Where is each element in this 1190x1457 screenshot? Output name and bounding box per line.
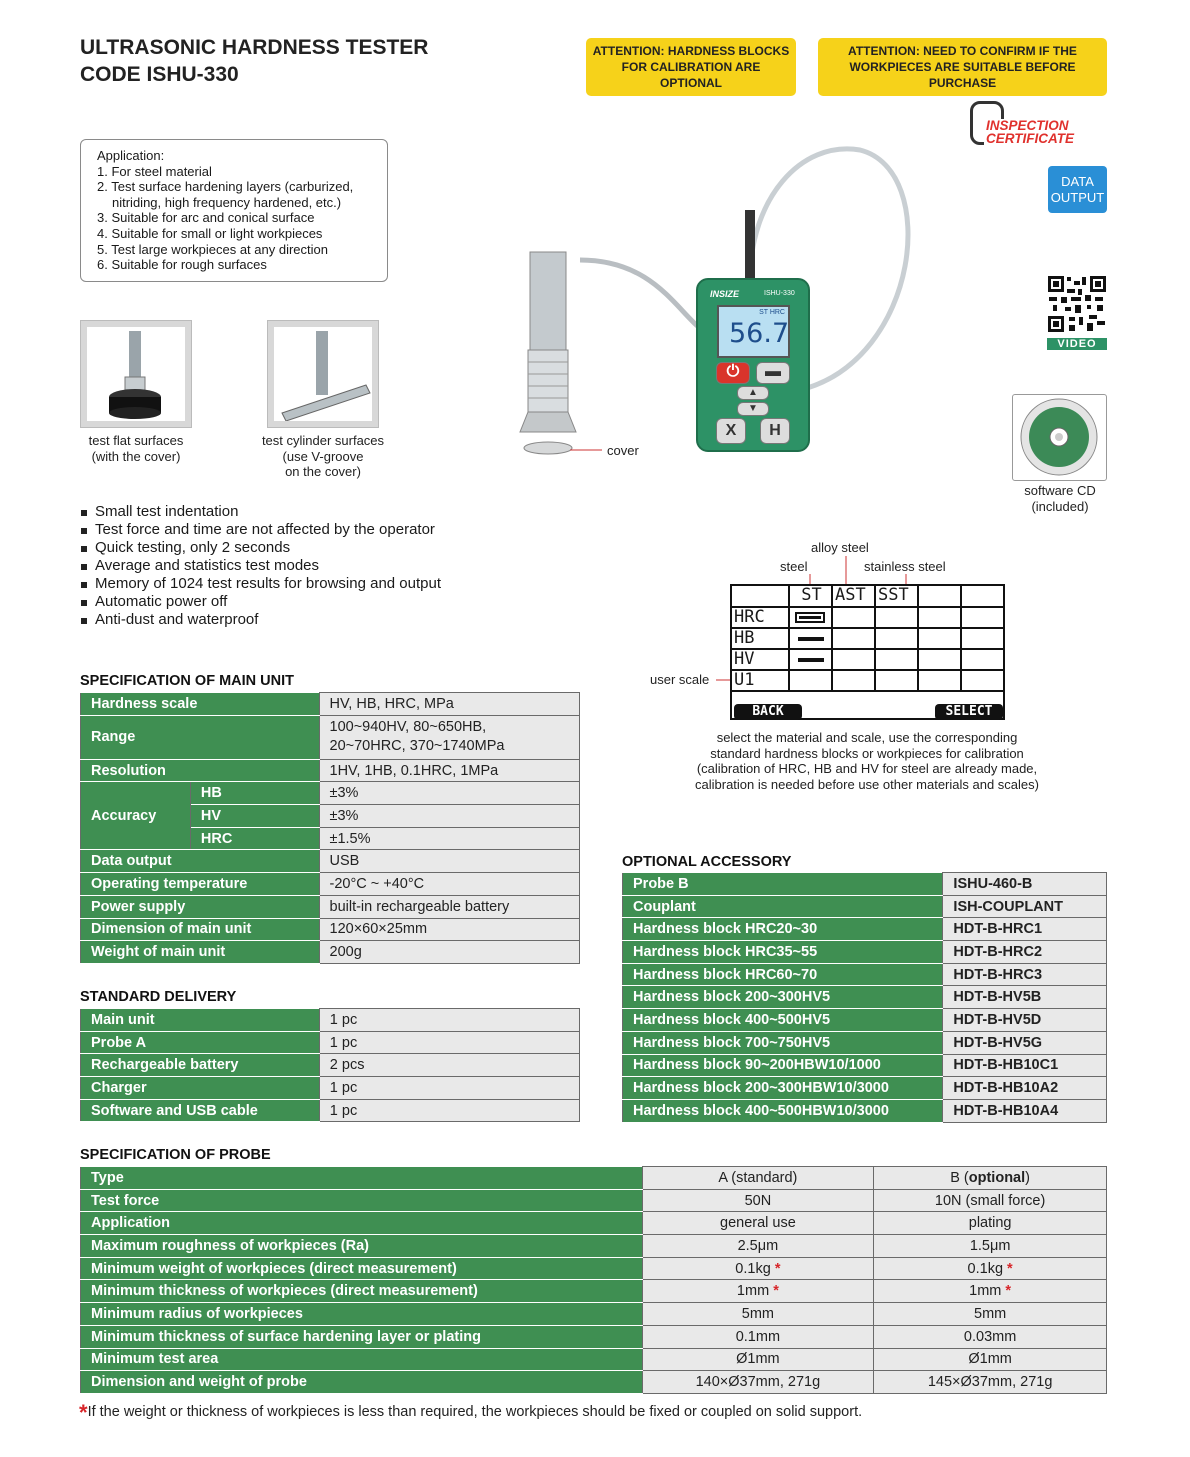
accessory-code: ISHU-460-B bbox=[943, 873, 1107, 896]
table-row bbox=[81, 895, 580, 918]
spec-label: Operating temperature bbox=[81, 873, 320, 896]
table-row bbox=[623, 963, 1107, 986]
spec-value bbox=[319, 715, 580, 759]
footnote-text: If the weight or thickness of workpieces is less than required, the workpieces should be fixed or coupled on solid support. bbox=[87, 1404, 863, 1420]
delivery-value: 2 pcs bbox=[319, 1054, 579, 1077]
probe-value-a: Ø1mm bbox=[642, 1348, 874, 1371]
delivery-label: Rechargeable battery bbox=[81, 1054, 320, 1077]
stainless-steel-label: stainless steel bbox=[864, 559, 946, 574]
device-mode: ST HRC bbox=[759, 309, 785, 316]
accessory-label: Hardness block 400~500HBW10/3000 bbox=[623, 1099, 943, 1122]
device-model: ISHU-330 bbox=[764, 290, 795, 297]
spec-label: Range bbox=[81, 715, 320, 759]
hold-button[interactable]: H bbox=[760, 418, 790, 444]
badge-text: INSPECTION bbox=[986, 118, 1069, 133]
table-row bbox=[81, 1348, 1107, 1371]
spec-main-title: SPECIFICATION OF MAIN UNIT bbox=[80, 673, 295, 689]
accessory-code: HDT-B-HV5D bbox=[943, 1009, 1107, 1032]
spec-value: ±3% bbox=[319, 805, 580, 828]
menu-button[interactable]: ▬ bbox=[756, 362, 790, 384]
probe-value-b bbox=[874, 1280, 1107, 1303]
probe-value-a: 5mm bbox=[642, 1303, 874, 1326]
table-row bbox=[81, 715, 580, 759]
range-line: 20~70HRC, 370~1740MPa bbox=[329, 738, 505, 755]
value-text: 0.1kg bbox=[967, 1260, 1004, 1277]
lcd-header-sst: SST bbox=[876, 586, 919, 608]
probe-value-b bbox=[874, 1167, 1107, 1190]
table-row bbox=[81, 759, 580, 782]
caption-text: (with the cover) bbox=[91, 448, 181, 464]
table-row bbox=[623, 1099, 1107, 1122]
application-item: nitriding, high frequency hardened, etc.) bbox=[112, 194, 342, 210]
optional-accessory-title: OPTIONAL ACCESSORY bbox=[622, 854, 792, 870]
table-row bbox=[81, 1257, 1107, 1280]
cancel-button[interactable]: X bbox=[716, 418, 746, 444]
accessory-code: ISH-COUPLANT bbox=[943, 895, 1107, 918]
cd-icon bbox=[1013, 395, 1106, 480]
spec-label: Hardness scale bbox=[81, 693, 320, 716]
type-b-optional: optional bbox=[968, 1169, 1026, 1186]
delivery-label: Software and USB cable bbox=[81, 1099, 320, 1122]
standard-delivery-table bbox=[80, 1008, 580, 1122]
footnote-star-icon: * bbox=[774, 1260, 781, 1277]
feature-item: Quick testing, only 2 seconds bbox=[80, 539, 441, 557]
type-b-suffix: ) bbox=[1025, 1169, 1030, 1186]
spec-value: USB bbox=[319, 850, 580, 873]
probe-label: Application bbox=[81, 1212, 643, 1235]
caption-text: test flat surfaces bbox=[88, 433, 184, 448]
table-row bbox=[623, 986, 1107, 1009]
attention-text: ATTENTION: NEED TO CONFIRM IF THE bbox=[848, 44, 1077, 58]
device-reading: 56.7 bbox=[729, 318, 790, 349]
probe-value-b: 145×Ø37mm, 271g bbox=[874, 1371, 1107, 1394]
accessory-code: HDT-B-HRC2 bbox=[943, 941, 1107, 964]
lcd-row-hrc: HRC bbox=[732, 608, 790, 629]
lcd-row-u1: U1 bbox=[732, 671, 790, 692]
attention-calibration-badge bbox=[586, 38, 796, 96]
spec-label: Dimension of main unit bbox=[81, 918, 320, 941]
spec-probe-title: SPECIFICATION OF PROBE bbox=[80, 1147, 271, 1163]
device-screen bbox=[717, 305, 790, 358]
accessory-label: Hardness block 400~500HV5 bbox=[623, 1009, 943, 1032]
title-line-2: CODE ISHU-330 bbox=[80, 63, 239, 86]
footnote-star-icon: * bbox=[1007, 1260, 1013, 1277]
probe-label: Minimum weight of workpieces (direct measurement) bbox=[81, 1257, 643, 1280]
spec-main-table bbox=[80, 692, 580, 964]
table-row bbox=[81, 873, 580, 896]
probe-value-a: 0.1mm bbox=[642, 1325, 874, 1348]
cylinder-surface-caption bbox=[247, 433, 399, 480]
footnote-star-icon: * bbox=[1005, 1283, 1012, 1300]
application-item: 6. Suitable for rough surfaces bbox=[97, 257, 267, 273]
table-row bbox=[81, 1167, 1107, 1190]
delivery-value: 1 pc bbox=[319, 1077, 579, 1100]
probe-label: Test force bbox=[81, 1189, 643, 1212]
accessory-label: Hardness block 200~300HBW10/3000 bbox=[623, 1077, 943, 1100]
probe-flat-icon bbox=[87, 327, 185, 421]
probe-label: Dimension and weight of probe bbox=[81, 1371, 643, 1394]
cover-label: cover bbox=[607, 443, 639, 458]
spec-label: Weight of main unit bbox=[81, 941, 320, 964]
calibration-lcd-screen bbox=[730, 584, 1005, 720]
spec-value: 1HV, 1HB, 0.1HRC, 1MPa bbox=[319, 759, 580, 782]
table-row bbox=[623, 918, 1107, 941]
delivery-value: 1 pc bbox=[319, 1031, 579, 1054]
feature-item: Average and statistics test modes bbox=[80, 557, 441, 575]
table-row bbox=[81, 693, 580, 716]
application-item: 4. Suitable for small or light workpieces bbox=[97, 225, 323, 241]
calibration-note bbox=[672, 730, 1062, 793]
video-qr-badge[interactable] bbox=[1047, 275, 1107, 350]
accessory-label: Hardness block HRC35~55 bbox=[623, 941, 943, 964]
spec-sublabel: HRC bbox=[190, 827, 319, 850]
accessory-code: HDT-B-HRC3 bbox=[943, 963, 1107, 986]
range-line: 100~940HV, 80~650HB, bbox=[329, 719, 487, 736]
flat-surface-photo bbox=[80, 320, 192, 428]
table-row bbox=[81, 1280, 1107, 1303]
probe-value-a bbox=[642, 1280, 874, 1303]
spec-label: Accuracy bbox=[81, 782, 191, 850]
attention-text: ATTENTION: HARDNESS BLOCKS bbox=[592, 44, 790, 58]
feature-item: Anti-dust and waterproof bbox=[80, 611, 441, 629]
note-line: standard hardness blocks or workpieces for calibration bbox=[710, 745, 1024, 761]
probe-label: Minimum thickness of workpieces (direct measurement) bbox=[81, 1280, 643, 1303]
probe-value-b: 1.5μm bbox=[874, 1235, 1107, 1258]
spec-value: built-in rechargeable battery bbox=[319, 895, 580, 918]
table-row bbox=[623, 941, 1107, 964]
probe-label: Minimum thickness of surface hardening layer or plating bbox=[81, 1325, 643, 1348]
application-box bbox=[80, 139, 388, 282]
alloy-steel-label: alloy steel bbox=[811, 540, 869, 555]
table-row bbox=[623, 1054, 1107, 1077]
cylinder-surface-photo bbox=[267, 320, 379, 428]
value-text: 1mm bbox=[969, 1283, 1002, 1300]
lcd-header-st: ST bbox=[790, 586, 833, 608]
footnote bbox=[79, 1400, 862, 1426]
badge-text: OUTPUT bbox=[1050, 190, 1105, 205]
inspection-certificate-badge bbox=[970, 101, 1107, 145]
probe-value-a: general use bbox=[642, 1212, 874, 1235]
table-row bbox=[81, 1212, 1107, 1235]
accessory-code: HDT-B-HB10C1 bbox=[943, 1054, 1107, 1077]
spec-value: ±1.5% bbox=[319, 827, 580, 850]
table-row bbox=[81, 1235, 1107, 1258]
probe-value-a: 140×Ø37mm, 271g bbox=[642, 1371, 874, 1394]
spec-value: 120×60×25mm bbox=[319, 918, 580, 941]
probe-value-a: 50N bbox=[642, 1189, 874, 1212]
up-button[interactable]: ▲ bbox=[737, 386, 769, 400]
lcd-row-hv: HV bbox=[732, 650, 790, 671]
badge-text: DATA bbox=[1061, 174, 1094, 189]
probe-label: Minimum radius of workpieces bbox=[81, 1303, 643, 1326]
type-b-prefix: B ( bbox=[950, 1169, 969, 1186]
accessory-label: Hardness block HRC20~30 bbox=[623, 918, 943, 941]
video-label: VIDEO bbox=[1047, 338, 1107, 350]
table-row bbox=[81, 1077, 580, 1100]
probe-label: Minimum test area bbox=[81, 1348, 643, 1371]
caption-text: test cylinder surfaces bbox=[261, 433, 385, 448]
spec-probe-table bbox=[80, 1166, 1107, 1394]
lcd-row-hb: HB bbox=[732, 629, 790, 650]
table-row bbox=[81, 1009, 580, 1032]
application-item: 1. For steel material bbox=[97, 163, 212, 179]
feature-item: Small test indentation bbox=[80, 503, 441, 521]
title-line-1: ULTRASONIC HARDNESS TESTER bbox=[80, 36, 429, 59]
feature-list bbox=[80, 503, 441, 629]
accessory-code: HDT-B-HV5B bbox=[943, 986, 1107, 1009]
spec-value: -20°C ~ +40°C bbox=[319, 873, 580, 896]
flat-surface-caption bbox=[70, 433, 202, 464]
probe-value-b bbox=[874, 1257, 1107, 1280]
down-button[interactable]: ▼ bbox=[737, 402, 769, 416]
table-row bbox=[623, 1009, 1107, 1032]
probe-value-b: plating bbox=[874, 1212, 1107, 1235]
probe-value-b: 10N (small force) bbox=[874, 1189, 1107, 1212]
attention-confirm-badge bbox=[818, 38, 1107, 96]
software-cd-caption bbox=[1005, 483, 1115, 514]
delivery-value: 1 pc bbox=[319, 1099, 579, 1122]
table-row bbox=[81, 1099, 580, 1122]
caption-text: on the cover) bbox=[285, 464, 361, 479]
note-line: (calibration of HRC, HB and HV for steel are already made, bbox=[696, 761, 1038, 777]
badge-text: CERTIFICATE bbox=[986, 131, 1075, 146]
user-scale-label: user scale bbox=[650, 672, 710, 687]
lcd-back-button[interactable]: BACK bbox=[734, 704, 802, 720]
footnote-star-icon: * bbox=[79, 1400, 88, 1425]
caption-text: (included) bbox=[1031, 498, 1089, 514]
table-row bbox=[81, 1371, 1107, 1394]
probe-value-a: A (standard) bbox=[642, 1167, 874, 1190]
standard-delivery-title: STANDARD DELIVERY bbox=[80, 989, 237, 1005]
accessory-code: HDT-B-HB10A4 bbox=[943, 1099, 1107, 1122]
table-row bbox=[81, 1189, 1107, 1212]
delivery-label: Main unit bbox=[81, 1009, 320, 1032]
value-text: 1mm bbox=[736, 1283, 770, 1300]
note-line: select the material and scale, use the corresponding bbox=[716, 730, 1018, 745]
power-button[interactable]: ⏻ bbox=[716, 362, 750, 384]
probe-value-a: 2.5μm bbox=[642, 1235, 874, 1258]
accessory-label: Couplant bbox=[623, 895, 943, 918]
table-row bbox=[81, 941, 580, 964]
delivery-value: 1 pc bbox=[319, 1009, 579, 1032]
probe-label: Type bbox=[81, 1167, 643, 1190]
probe-label: Maximum roughness of workpieces (Ra) bbox=[81, 1235, 643, 1258]
probe-value-a bbox=[642, 1257, 874, 1280]
accessory-code: HDT-B-HRC1 bbox=[943, 918, 1107, 941]
spec-label: Power supply bbox=[81, 895, 320, 918]
feature-item: Test force and time are not affected by the operator bbox=[80, 521, 441, 539]
caption-text: software CD bbox=[1024, 483, 1096, 498]
table-row bbox=[623, 1031, 1107, 1054]
delivery-label: Probe A bbox=[81, 1031, 320, 1054]
application-heading: Application: bbox=[97, 148, 165, 163]
qr-code-icon bbox=[1047, 275, 1107, 333]
table-row bbox=[81, 1054, 580, 1077]
table-row bbox=[623, 873, 1107, 896]
table-row bbox=[623, 1077, 1107, 1100]
accessory-code: HDT-B-HV5G bbox=[943, 1031, 1107, 1054]
application-item: 2. Test surface hardening layers (carburized, bbox=[97, 179, 354, 195]
probe-value-b: 0.03mm bbox=[874, 1325, 1107, 1348]
device-brand: INSIZE bbox=[710, 289, 740, 299]
spec-label: Resolution bbox=[81, 759, 320, 782]
page-title bbox=[80, 34, 428, 88]
table-row bbox=[81, 1303, 1107, 1326]
attention-text: WORKPIECES ARE SUITABLE BEFORE PURCHASE bbox=[849, 60, 1076, 90]
optional-accessory-table bbox=[622, 872, 1107, 1123]
table-row bbox=[81, 782, 580, 805]
lcd-header-ast: AST bbox=[833, 586, 876, 608]
accessory-label: Hardness block 90~200HBW10/1000 bbox=[623, 1054, 943, 1077]
lcd-select-button[interactable]: SELECT bbox=[935, 704, 1003, 720]
feature-item: Automatic power off bbox=[80, 593, 441, 611]
footnote-star-icon: * bbox=[773, 1283, 779, 1300]
application-item: 3. Suitable for arc and conical surface bbox=[97, 210, 315, 226]
steel-label: steel bbox=[780, 559, 808, 574]
delivery-label: Charger bbox=[81, 1077, 320, 1100]
hardness-tester-device bbox=[696, 278, 810, 452]
spec-label: Data output bbox=[81, 850, 320, 873]
feature-item: Memory of 1024 test results for browsing and output bbox=[80, 575, 441, 593]
accessory-label: Hardness block 200~300HV5 bbox=[623, 986, 943, 1009]
attention-text: FOR CALIBRATION ARE OPTIONAL bbox=[621, 60, 761, 90]
probe-value-b: 5mm bbox=[874, 1303, 1107, 1326]
table-row bbox=[81, 1031, 580, 1054]
table-row bbox=[623, 895, 1107, 918]
spec-sublabel: HB bbox=[190, 782, 319, 805]
accessory-code: HDT-B-HB10A2 bbox=[943, 1077, 1107, 1100]
value-text: 0.1kg bbox=[735, 1260, 771, 1277]
accessory-label: Probe B bbox=[623, 873, 943, 896]
data-output-badge bbox=[1048, 166, 1107, 213]
software-cd-box bbox=[1012, 394, 1107, 481]
accessory-label: Hardness block 700~750HV5 bbox=[623, 1031, 943, 1054]
spec-value: 200g bbox=[319, 941, 580, 964]
table-row bbox=[81, 918, 580, 941]
note-line: calibration is needed before use other materials and scales) bbox=[695, 777, 1039, 793]
table-row bbox=[81, 850, 580, 873]
spec-value: ±3% bbox=[319, 782, 580, 805]
probe-cylinder-icon bbox=[274, 327, 372, 421]
spec-value: HV, HB, HRC, MPa bbox=[319, 693, 580, 716]
spec-sublabel: HV bbox=[190, 805, 319, 828]
caption-text: (use V-groove bbox=[282, 448, 364, 464]
table-row bbox=[81, 1325, 1107, 1348]
application-item: 5. Test large workpieces at any direction bbox=[97, 241, 328, 257]
probe-value-b: Ø1mm bbox=[874, 1348, 1107, 1371]
accessory-label: Hardness block HRC60~70 bbox=[623, 963, 943, 986]
